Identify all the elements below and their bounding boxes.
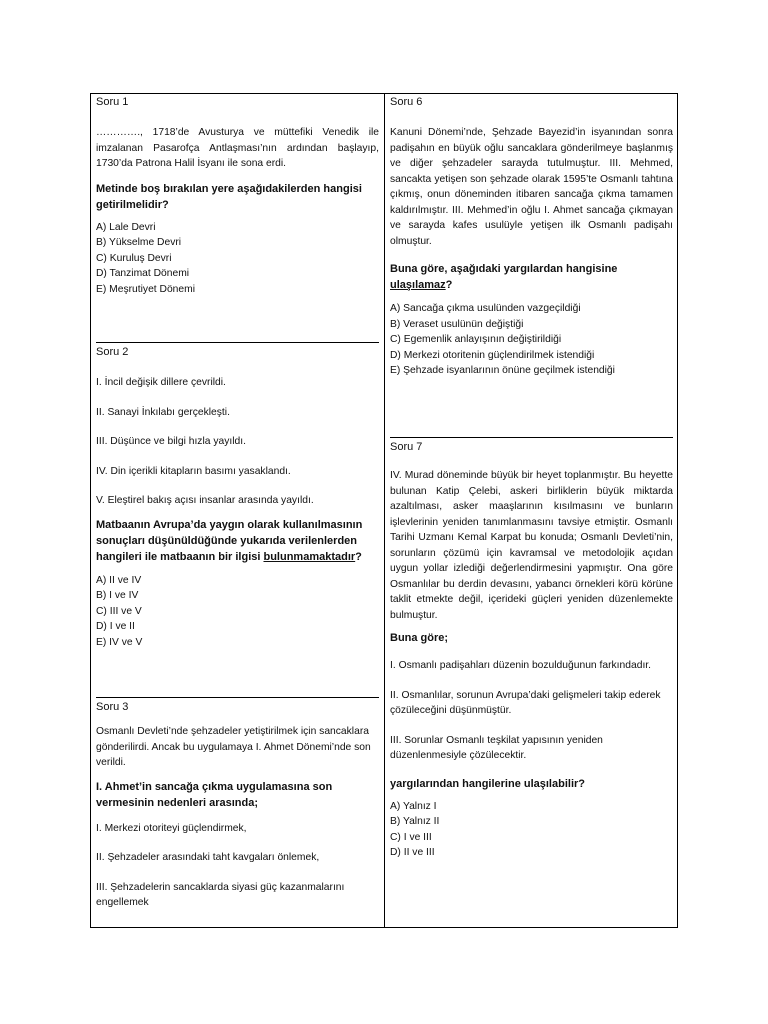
- option-b[interactable]: B) Veraset usulünün değiştiği: [390, 318, 524, 330]
- question-2-item-3: III. Düşünce ve bilgi hızla yayıldı.: [96, 436, 246, 447]
- question-7-item-2: II. Osmanlılar, sorunun Avrupa’daki gelişmeleri takip ederek çözüleceğini düşünmüştür.: [390, 689, 661, 716]
- option-d[interactable]: D) II ve III: [390, 847, 435, 858]
- question-2-item-1: I. İncil değişik dillere çevrildi.: [96, 377, 226, 388]
- question-1: [96, 95, 379, 297]
- negative-keyword: ulaşılamaz: [390, 279, 446, 291]
- question-1-prompt: Metinde boş bırakılan yere aşağıdakilerden hangisi getirilmelidir?: [96, 182, 362, 211]
- option-b[interactable]: B) Yalnız II: [390, 816, 440, 827]
- question-2-options: [96, 573, 379, 651]
- question-7-prompt: yargılarından hangilerine ulaşılabilir?: [390, 777, 585, 790]
- option-c[interactable]: C) I ve III: [390, 831, 432, 843]
- question-3-item-2: II. Şehzadeler arasındaki taht kavgaları önlemek,: [96, 852, 320, 863]
- option-c[interactable]: C) III ve V: [96, 605, 142, 617]
- question-2-item-2: II. Sanayi İnkılabı gerçekleşti.: [96, 406, 230, 418]
- option-e[interactable]: E) Meşrutiyet Dönemi: [96, 283, 195, 295]
- option-b[interactable]: B) I ve IV: [96, 590, 139, 601]
- question-7-text: IV. Murad döneminde büyük bir heyet toplanmıştır. Bu heyette bulunan Katip Çelebi, askeri birliklerin büyük miktarda azaltılması, asker maaşlarının kısılmasını ve bunların işlevlerinin yeniden tanımlanmasını tavsiye etmiştir. Osmanlı Tarihi Uzmanı Kemal Karpat bu konuda; Osmanlı Devleti’nin, sorunların çözümü için kavramsal ve metodolojik açıdan uygun yollar izlediği değerlendirmesini yapmıştır. Ona göre Osmanlılar bu derdin devasını, yabancı örnekleri körü körüne taklit etmekte değil, içerideki güçleri yeniden düzenlemekte bulmuştur.: [390, 470, 673, 621]
- question-3-title: Soru 3: [96, 701, 129, 713]
- worksheet-table: [90, 93, 678, 928]
- column-divider: [384, 94, 385, 927]
- question-3-item-3: III. Şehzadelerin sancaklarda siyasi güç kazanmalarını engellemek: [96, 881, 345, 908]
- question-7-options: [390, 799, 673, 861]
- left-column: [96, 94, 379, 927]
- option-d[interactable]: D) Tanzimat Dönemi: [96, 268, 190, 279]
- question-7-title: Soru 7: [390, 441, 423, 453]
- question-1-title: Soru 1: [96, 96, 129, 108]
- question-7-item-3: III. Sorunlar Osmanlı teşkilat yapısının yeniden düzenlenmesiyle çözülecektir.: [390, 734, 603, 761]
- question-7-lead: Buna göre;: [390, 632, 449, 644]
- right-column: [390, 94, 673, 927]
- separator-line: [390, 437, 673, 438]
- question-1-options: [96, 220, 379, 298]
- option-c[interactable]: C) Egemenlik anlayışının değiştirildiği: [390, 334, 562, 345]
- question-7: [390, 440, 673, 861]
- option-a[interactable]: A) Lale Devri: [96, 221, 156, 233]
- option-d[interactable]: D) I ve II: [96, 621, 135, 632]
- question-6: [390, 95, 673, 379]
- question-2-item-5: V. Eleştirel bakış açısı insanlar arasında yayıldı.: [96, 495, 314, 506]
- option-a[interactable]: A) Yalnız I: [390, 800, 437, 812]
- option-a[interactable]: A) Sancağa çıkma usulünden vazgeçildiği: [390, 303, 581, 314]
- question-3-prompt: I. Ahmet’in sancağa çıkma uygulamasına son vermesinin nedenleri arasında;: [96, 780, 333, 809]
- question-6-options: [390, 301, 673, 379]
- option-a[interactable]: A) II ve IV: [96, 574, 142, 586]
- question-3-item-1: I. Merkezi otoriteyi güçlendirmek,: [96, 822, 247, 834]
- question-6-text: Kanuni Dönemi’nde, Şehzade Bayezid’in isyanından sonra padişahın en büyük oğlu sancaklara gönderilmeye başlanmış ve diğer şehzadeler sarayda tutulmuştur. III. Mehmed, sancakta yetişen son şehzade olarak 1595’te Osmanlı tahtına çıkmış, onun döneminden itibaren sancağa çıkma tamamen kaldırılmıştır. III. Mehmed’in oğlu I. Ahmet sancağa çıkmayan ve sarayda kafes usulüyle yetişen ilk Osmanlı padişahı olmuştur.: [390, 127, 673, 247]
- question-2: [96, 345, 379, 650]
- option-e[interactable]: E) IV ve V: [96, 636, 143, 648]
- question-2-item-4: IV. Din içerikli kitapların basımı yasaklandı.: [96, 465, 291, 477]
- question-3: [96, 700, 379, 911]
- option-e[interactable]: E) Şehzade isyanlarının önüne geçilmek istendiği: [390, 365, 615, 376]
- question-6-prompt: Buna göre, aşağıdaki yargılardan hangisine ulaşılamaz?: [390, 263, 618, 291]
- question-2-prompt: Matbaanın Avrupa’da yaygın olarak kullanılmasının sonuçları düşünüldüğünde yukarıda verilenlerden hangileri ile matbaanın bir ilgisi bulunmamaktadır?: [96, 518, 363, 563]
- question-7-item-1: I. Osmanlı padişahları düzenin bozulduğunun farkındadır.: [390, 660, 652, 671]
- question-6-title: Soru 6: [390, 96, 423, 108]
- option-c[interactable]: C) Kuruluş Devri: [96, 252, 172, 264]
- question-1-text: …………., 1718’de Avusturya ve müttefiki Venedik ile imzalanan Pasarofça Antlaşması’nın ardından başlayıp, 1730’da Patrona Halil İsyanı ile sona erdi.: [96, 127, 379, 169]
- question-2-title: Soru 2: [96, 346, 129, 358]
- separator-line: [96, 342, 379, 343]
- option-d[interactable]: D) Merkezi otoritenin güçlendirilmek istendiği: [390, 349, 595, 361]
- negative-keyword: bulunmamaktadır: [263, 550, 356, 563]
- separator-line: [96, 697, 379, 698]
- question-3-text: Osmanlı Devleti’nde şehzadeler yetiştirilmek için sancaklara gönderilirdi. Ancak bu uygulamaya I. Ahmet Dönemi’nde son verildi.: [96, 726, 371, 768]
- option-b[interactable]: B) Yükselme Devri: [96, 237, 182, 248]
